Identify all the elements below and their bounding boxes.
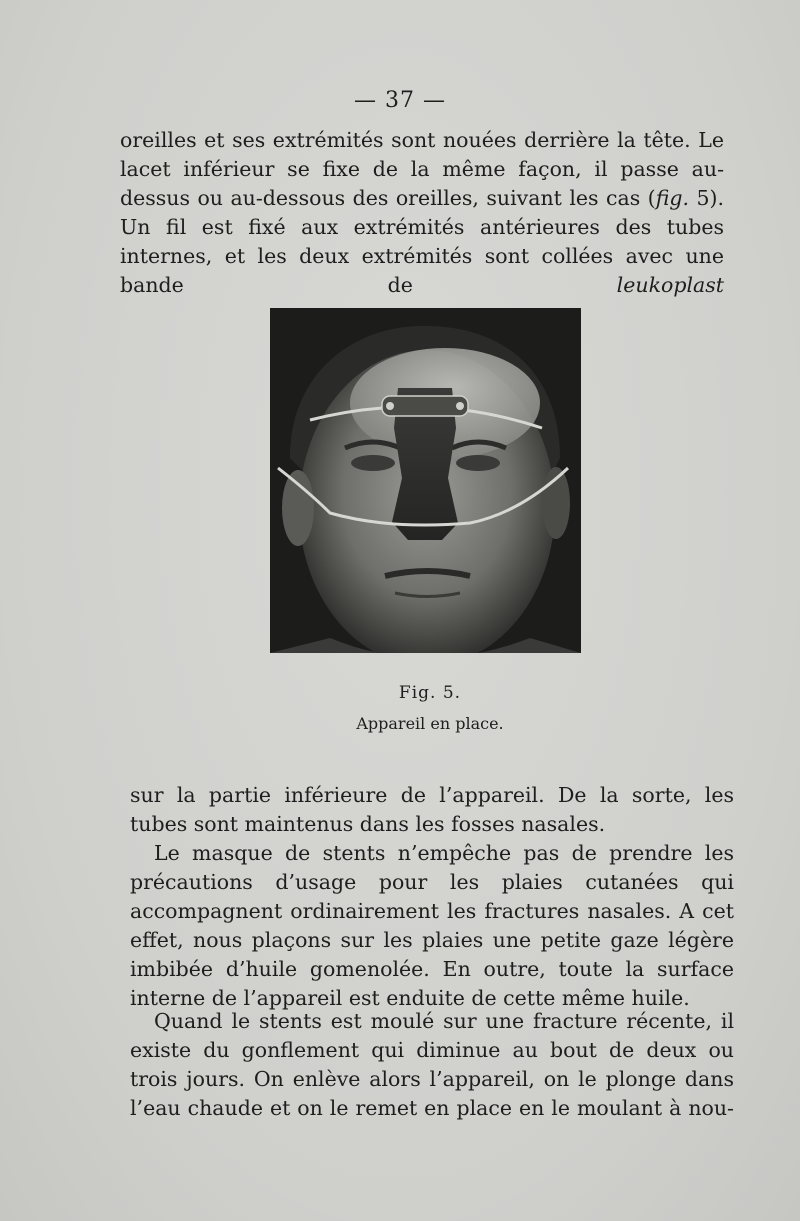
paragraph-3: Le masque de stents n’empêche pas de prendre les précautions d’usage pour les plaies cutanées qui accompagnent ordinairement les fractures nasales. A cet effet, nous plaçons sur les plaies une petite gaze légère imbibée d’huile gomenolée. En outre, toute la surface interne de l’appareil est enduite de cette même huile. [130,841,734,1010]
face-with-nasal-splint-image [270,308,581,653]
paragraph-4: Quand le stents est moulé sur une fracture récente, il existe du gonflement qui diminue au bout de deux ou trois jours. On enlève alors l’appareil, on le plonge dans l’eau chaude et on le remet en place en le moulant à nou- [130,1009,734,1120]
paragraph-1 [120,126,724,300]
paragraph-1-italic-word: leukoplast [616,273,724,297]
paragraph-1-text-b: 5). Un fil est fixé aux extrémités antérieures des tubes internes, et les deux extrémités sont collées avec une bande de [120,186,725,297]
figure-caption: Appareil en place. [356,714,504,733]
page-number: — 37 — [354,88,446,113]
figure-label: Fig. 5. [398,683,462,703]
figure-photograph [270,308,581,653]
figure-reference: fig. [655,186,689,210]
paragraph-1-text-a: oreilles et ses extrémités sont nouées derrière la tête. Le lacet inférieur se fixe de la même façon, il passe au-dessus ou au-dessous des oreilles, suivant les cas ( [120,128,724,210]
paragraph-2: sur la partie inférieure de l’appareil. De la sorte, les tubes sont maintenus dans les fosses nasales. [130,783,734,836]
